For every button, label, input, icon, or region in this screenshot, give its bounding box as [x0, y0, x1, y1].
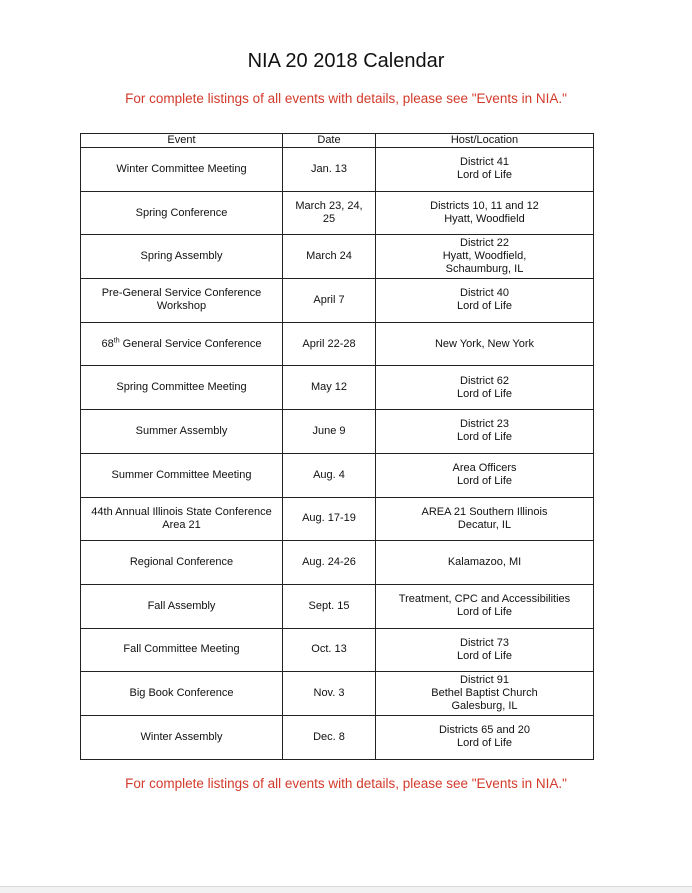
host-cell: Area Officers Lord of Life: [376, 453, 594, 497]
host-cell: District 40 Lord of Life: [376, 279, 594, 323]
date-cell: Aug. 4: [283, 453, 376, 497]
table-row: [81, 366, 594, 410]
date-cell: Aug. 24-26: [283, 541, 376, 585]
table-row: [81, 453, 594, 497]
date-cell: Nov. 3: [283, 672, 376, 716]
host-cell: Treatment, CPC and Accessibilities Lord of Life: [376, 584, 594, 628]
event-cell: Summer Assembly: [81, 410, 283, 454]
listing-note-top: For complete listings of all events with details, please see "Events in NIA.": [125, 91, 567, 106]
event-cell: Summer Committee Meeting: [81, 453, 283, 497]
host-cell: Kalamazoo, MI: [376, 541, 594, 585]
date-cell: June 9: [283, 410, 376, 454]
table-row: [81, 410, 594, 454]
host-cell: Districts 65 and 20 Lord of Life: [376, 715, 594, 759]
date-cell: April 7: [283, 279, 376, 323]
date-cell: May 12: [283, 366, 376, 410]
event-number: 68: [101, 337, 114, 350]
date-cell: Aug. 17-19: [283, 497, 376, 541]
event-cell: [81, 322, 283, 366]
date-cell: Sept. 15: [283, 584, 376, 628]
header-date: Date: [283, 134, 376, 148]
date-cell: April 22-28: [283, 322, 376, 366]
table-header-row: [81, 134, 594, 148]
event-cell: Fall Committee Meeting: [81, 628, 283, 672]
host-cell: District 41 Lord of Life: [376, 148, 594, 192]
table-row: [81, 672, 594, 716]
date-cell: March 23, 24, 25: [283, 191, 376, 235]
event-cell: Pre-General Service Conference Workshop: [81, 279, 283, 323]
table-row: [81, 715, 594, 759]
listing-note-bottom: For complete listings of all events with details, please see "Events in NIA.": [125, 776, 567, 791]
event-cell: Winter Assembly: [81, 715, 283, 759]
host-cell: District 22 Hyatt, Woodfield, Schaumburg, IL: [376, 235, 594, 279]
table-row: [81, 322, 594, 366]
event-cell: Big Book Conference: [81, 672, 283, 716]
event-cell: Spring Conference: [81, 191, 283, 235]
date-cell: March 24: [283, 235, 376, 279]
table-row: [81, 235, 594, 279]
host-cell: District 23 Lord of Life: [376, 410, 594, 454]
table-row: [81, 584, 594, 628]
event-cell: Winter Committee Meeting: [81, 148, 283, 192]
host-cell: AREA 21 Southern Illinois Decatur, IL: [376, 497, 594, 541]
host-cell: District 91 Bethel Baptist Church Galesburg, IL: [376, 672, 594, 716]
table-row: [81, 148, 594, 192]
header-event: Event: [81, 134, 283, 148]
host-cell: District 73 Lord of Life: [376, 628, 594, 672]
event-cell: Fall Assembly: [81, 584, 283, 628]
table-row: [81, 628, 594, 672]
calendar-table: [80, 133, 594, 760]
event-cell: Regional Conference: [81, 541, 283, 585]
date-cell: Dec. 8: [283, 715, 376, 759]
ordinal-suffix: th: [113, 336, 120, 344]
table-row: [81, 279, 594, 323]
event-cell: Spring Assembly: [81, 235, 283, 279]
page-title: NIA 20 2018 Calendar: [247, 50, 445, 72]
event-cell: Spring Committee Meeting: [81, 366, 283, 410]
host-cell: Districts 10, 11 and 12 Hyatt, Woodfield: [376, 191, 594, 235]
date-cell: Oct. 13: [283, 628, 376, 672]
host-cell: New York, New York: [376, 322, 594, 366]
table-row: [81, 497, 594, 541]
host-cell: District 62 Lord of Life: [376, 366, 594, 410]
table-row: [81, 541, 594, 585]
event-cell: 44th Annual Illinois State Conference Area 21: [81, 497, 283, 541]
table-row: [81, 191, 594, 235]
event-name: General Service Conference: [119, 337, 262, 350]
header-host-location: Host/Location: [376, 134, 594, 148]
date-cell: Jan. 13: [283, 148, 376, 192]
